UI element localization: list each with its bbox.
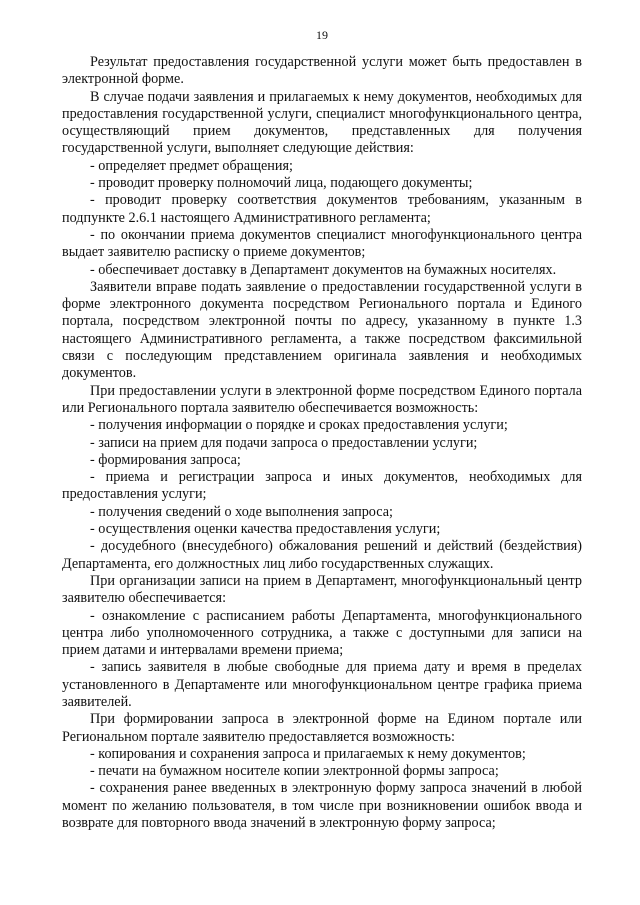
list-item: - осуществления оценки качества предоставления услуги; [90,521,441,538]
list-item: - получения информации о порядке и сроках предоставления услуги; [90,417,508,434]
page-number: 19 [316,28,328,42]
list-item: - формирования запроса; [90,451,241,468]
list-item: - досудебного (внесудебного) обжалования решений и действий (бездействия) Департамента, его должностных лиц либо государственных служащих. [62,538,582,572]
list-item: - ознакомление с расписанием работы Департамента, многофункционального центра либо уполномоченного сотрудника, а также с доступными для записи на прием датами и интервалами времени приема; [62,607,582,659]
paragraph-request-forming: При формировании запроса в электронной форме на Едином портале или Региональном портале заявителю предоставляется возможность: [62,711,582,745]
paragraph-result: Результат предоставления государственной услуги может быть предоставлен в электронной форме. [62,54,582,88]
list-item: - проводит проверку полномочий лица, подающего документы; [90,175,473,192]
list-item: - получения сведений о ходе выполнения запроса; [90,503,393,520]
paragraph-electronic-submission: Заявители вправе подать заявление о предоставлении государственной услуги в форме электронного документа посредством Регионального портала и Единого портала, посредством электронной почты по адресу, указанному в пункте 1.3 настоящего Административного регламента, а также посредством факсимильной связи с последующим представлением оригинала заявления и необходимых документов. [62,278,582,382]
list-item: - копирования и сохранения запроса и прилагаемых к нему документов; [90,745,526,762]
list-item: - печати на бумажном носителе копии электронной формы запроса; [90,763,499,780]
paragraph-appointment: При организации записи на прием в Департамент, многофункциональный центр заявителю обеспечивается: [62,572,582,607]
paragraph-portal-possibilities: При предоставлении услуги в электронной форме посредством Единого портала или Регионального портала заявителю обеспечивается возможность: [62,382,582,416]
list-item: - по окончании приема документов специалист многофункционального центра выдает заявителю расписку о приеме документов; [62,226,582,261]
list-item: - запись заявителя в любые свободные для приема дату и время в пределах установленного в Департаменте или многофункциональном центре графика приема заявителей. [62,659,582,710]
list-item: - определяет предмет обращения; [90,157,293,174]
list-item: - сохранения ранее введенных в электронную форму запроса значений в любой момент по желанию пользователя, в том числе при возникновении ошибок ввода и возврате для повторного ввода значений в электронную форму запроса; [62,780,582,832]
list-item: - проводит проверку соответствия документов требованиям, указанным в подпункте 2.6.1 настоящего Административного регламента; [62,192,582,226]
list-item: - записи на прием для подачи запроса о предоставлении услуги; [90,434,478,451]
paragraph-mfc-actions: В случае подачи заявления и прилагаемых к нему документов, необходимых для предоставления государственной услуги, специалист многофункционального центра, осуществляющий прием документов, представленных для получения государственной услуги, выполняет следующие действия: [62,88,582,157]
list-item: - обеспечивает доставку в Департамент документов на бумажных носителях. [90,261,557,278]
list-item: - приема и регистрации запроса и иных документов, необходимых для предоставления услуги; [62,469,582,503]
